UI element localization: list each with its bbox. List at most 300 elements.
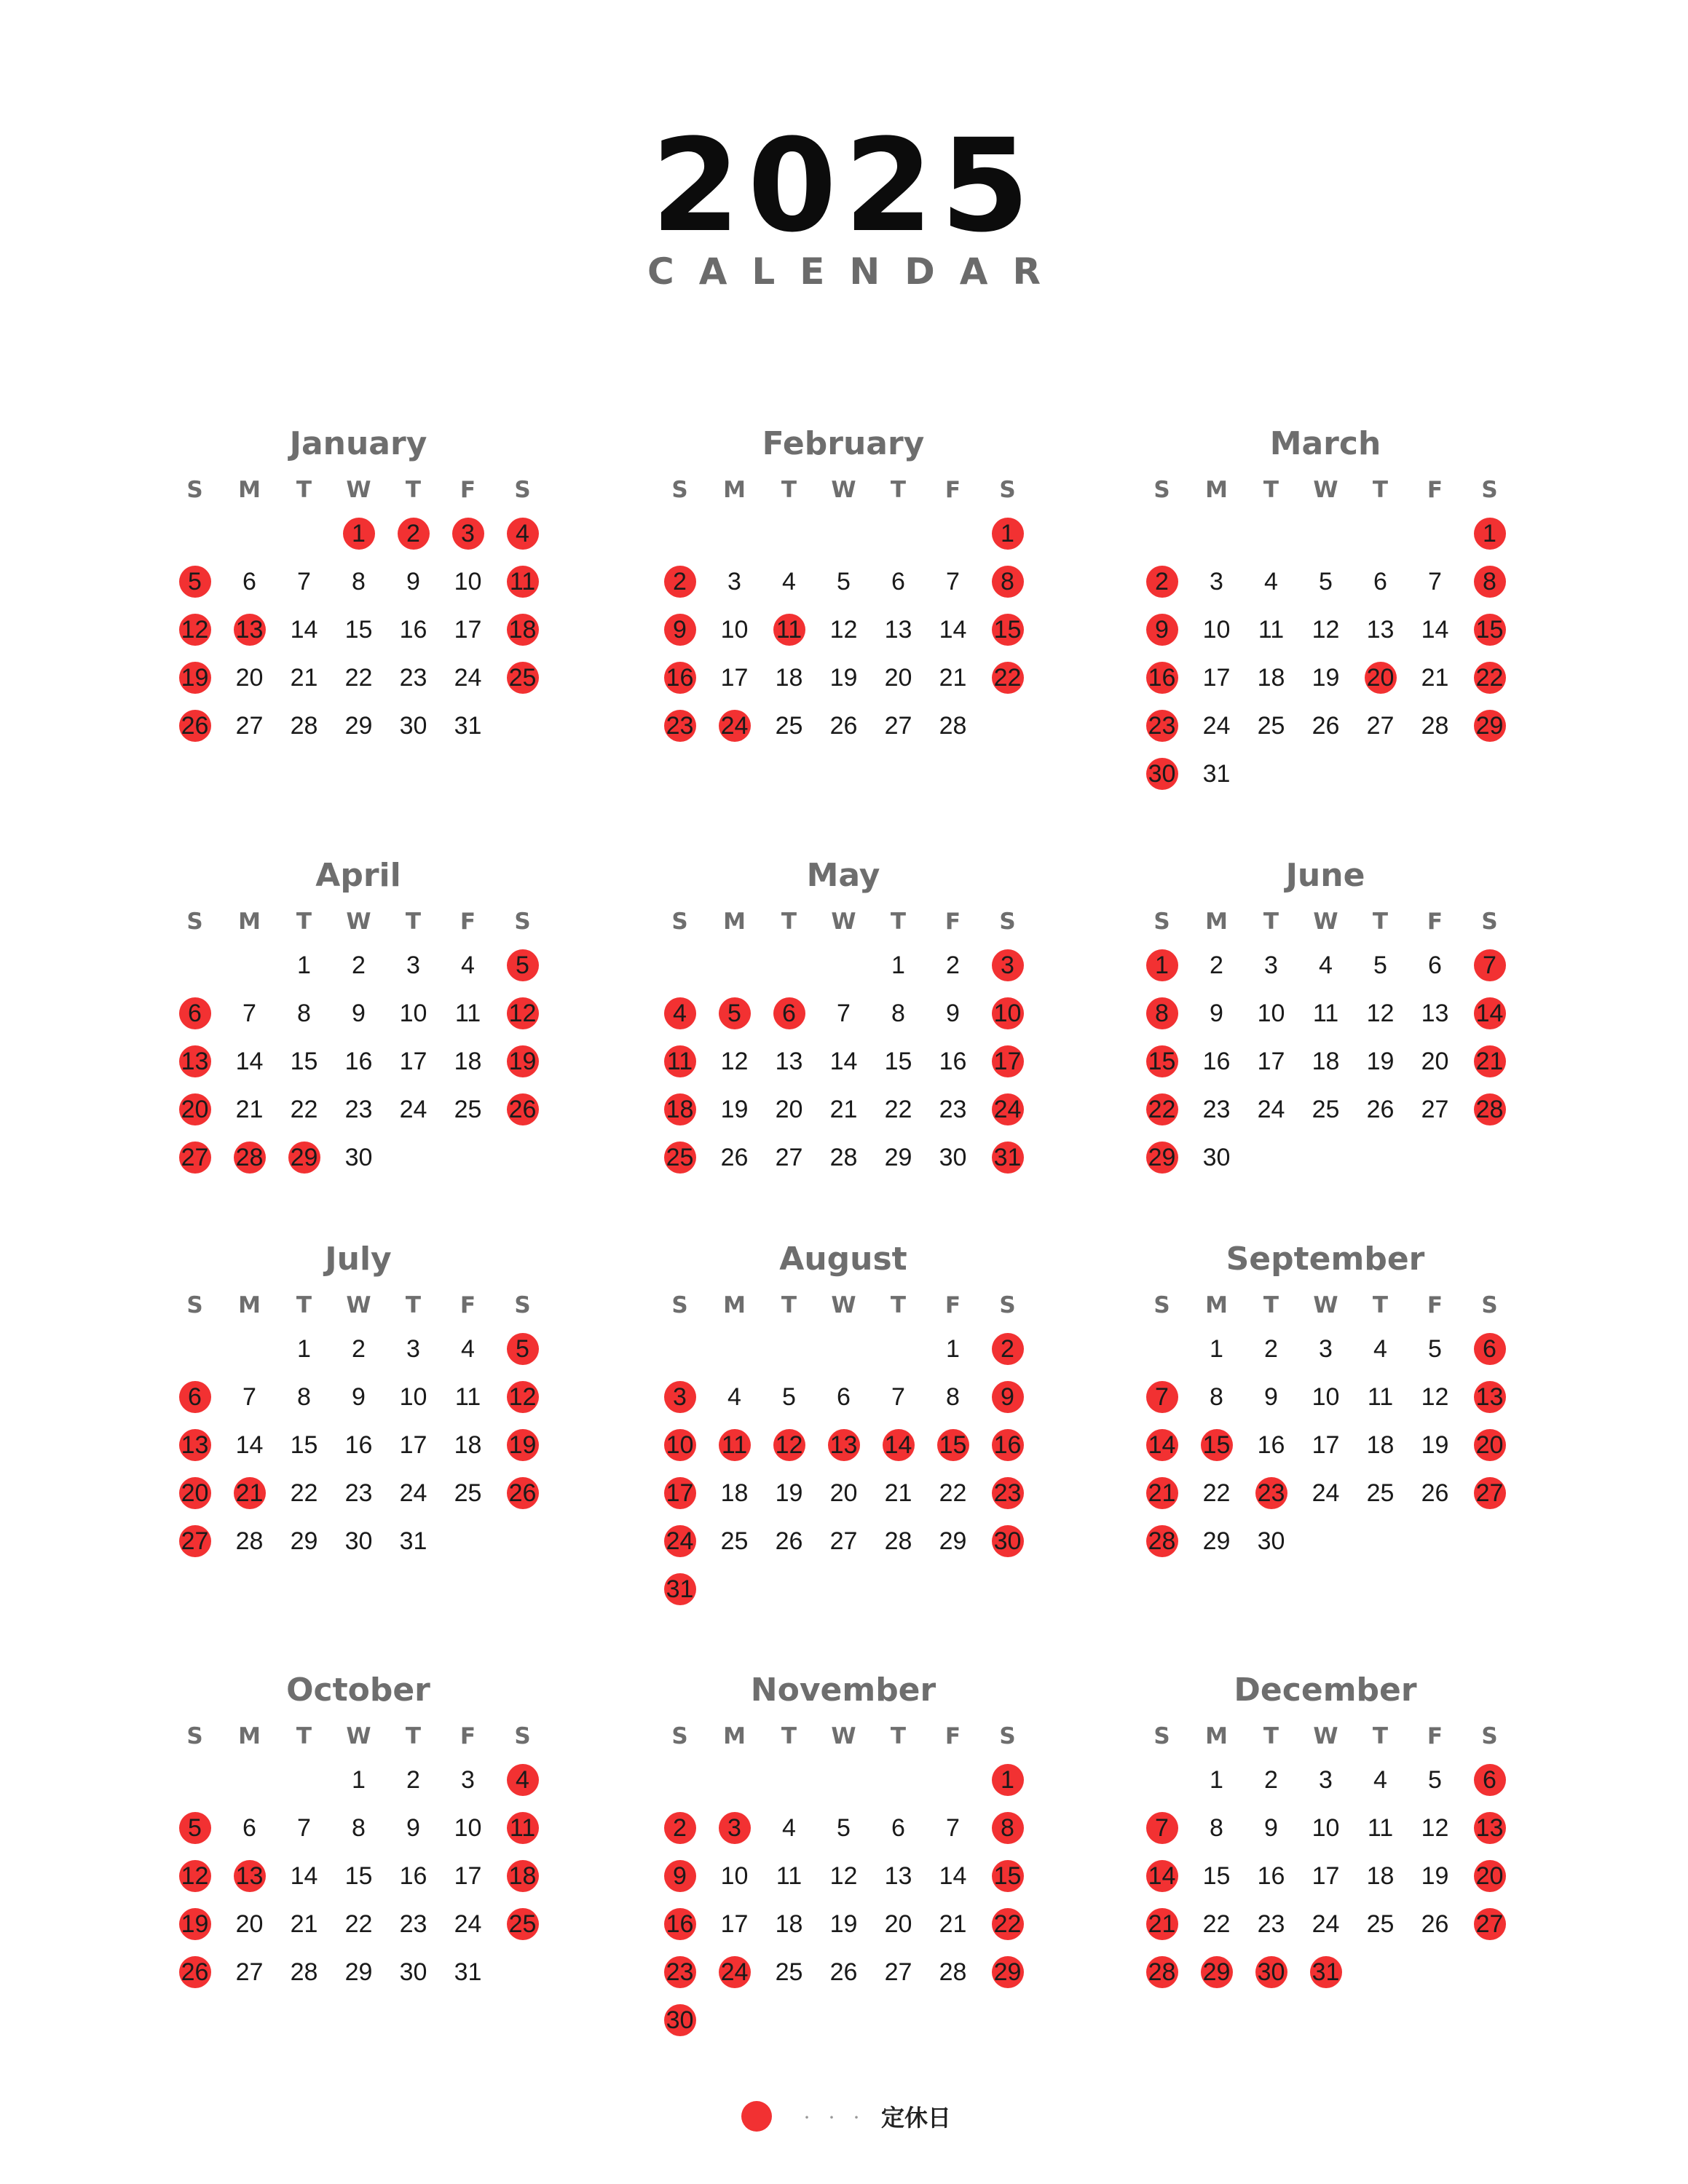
month-september [1136, 1238, 1515, 1565]
weekday-header: M [1205, 1723, 1228, 1749]
weekday-header: T [1263, 1292, 1279, 1318]
empty-cell [816, 941, 871, 989]
holiday-day-number: 27 [179, 1142, 211, 1174]
empty-cell [167, 1325, 222, 1373]
weekday-header: M [1205, 477, 1228, 503]
day-cell [1353, 1900, 1408, 1948]
holiday-day-number: 20 [179, 1093, 211, 1125]
holiday-day-number: 18 [664, 1093, 696, 1125]
day-number: 18 [454, 1431, 482, 1459]
day-cell [1298, 1325, 1353, 1373]
day-cell [980, 654, 1035, 702]
day-cell [1244, 654, 1298, 702]
day-number: 30 [939, 1143, 967, 1171]
day-number: 15 [1202, 1861, 1231, 1890]
day-number: 4 [782, 1813, 796, 1842]
day-cell [441, 1469, 495, 1517]
legend-dots: ・・・ [800, 2110, 874, 2126]
holiday-day-number: 6 [1474, 1333, 1506, 1365]
holiday-day-number: 26 [179, 1956, 211, 1988]
day-number: 15 [344, 615, 373, 644]
day-cell [441, 1037, 495, 1085]
day-cell [1408, 989, 1462, 1037]
day-number: 23 [344, 1479, 373, 1507]
day-number: 10 [399, 1382, 427, 1411]
month-grid [652, 1281, 1035, 1613]
day-cell [222, 558, 277, 606]
day-cell [1353, 1373, 1408, 1421]
holiday-day-number: 29 [992, 1956, 1024, 1988]
day-cell [1244, 1756, 1298, 1804]
day-number: 27 [775, 1143, 803, 1171]
day-number: 6 [837, 1382, 851, 1411]
day-cell [222, 1373, 277, 1421]
empty-cell [707, 1325, 762, 1373]
day-cell [386, 1852, 441, 1900]
holiday-day-number: 3 [719, 1812, 751, 1844]
day-number: 5 [782, 1382, 796, 1411]
empty-cell [871, 510, 926, 558]
day-number: 12 [1421, 1813, 1449, 1842]
day-cell [441, 510, 495, 558]
day-number: 25 [720, 1527, 749, 1555]
day-number: 7 [1428, 567, 1442, 596]
holiday-day-number: 11 [773, 614, 805, 646]
day-cell [1298, 1037, 1353, 1085]
day-cell [926, 1517, 980, 1565]
holiday-day-number: 7 [1146, 1812, 1178, 1844]
day-number: 23 [344, 1095, 373, 1123]
day-cell [1462, 702, 1517, 750]
day-cell [495, 510, 550, 558]
day-number: 16 [344, 1047, 373, 1075]
day-cell [1462, 1037, 1517, 1085]
day-cell [980, 1804, 1035, 1852]
day-cell [331, 1900, 386, 1948]
day-number: 30 [1202, 1143, 1231, 1171]
holiday-day-number: 10 [992, 997, 1024, 1029]
day-number: 20 [235, 663, 264, 692]
day-number: 28 [1421, 711, 1449, 740]
day-cell [707, 1373, 762, 1421]
day-cell [762, 1852, 816, 1900]
weekday-header: S [1481, 909, 1498, 935]
day-number: 23 [1257, 1910, 1285, 1938]
day-cell [871, 1948, 926, 1996]
holiday-day-number: 28 [1146, 1956, 1178, 1988]
day-number: 20 [884, 663, 912, 692]
weekday-header: W [1313, 1292, 1338, 1318]
weekday-header: S [999, 1292, 1016, 1318]
holiday-day-number: 24 [992, 1093, 1024, 1125]
day-cell [167, 654, 222, 702]
holiday-day-number: 29 [288, 1142, 320, 1174]
day-cell [1462, 1804, 1517, 1852]
day-cell [222, 1085, 277, 1133]
day-cell [652, 1421, 707, 1469]
day-cell [386, 989, 441, 1037]
day-cell [816, 1085, 871, 1133]
day-cell [816, 1469, 871, 1517]
day-cell [277, 1133, 331, 1182]
weekday-header: S [514, 1292, 531, 1318]
day-number: 10 [399, 999, 427, 1027]
day-number: 6 [891, 567, 905, 596]
empty-cell [222, 1325, 277, 1373]
day-number: 2 [352, 951, 366, 979]
holiday-day-number: 18 [507, 1860, 539, 1892]
holiday-day-number: 23 [1255, 1477, 1287, 1509]
holiday-day-number: 21 [1474, 1045, 1506, 1077]
empty-cell [222, 510, 277, 558]
holiday-day-number: 26 [179, 710, 211, 742]
holiday-day-number: 15 [1201, 1429, 1233, 1461]
holiday-day-number: 2 [1146, 566, 1178, 598]
day-number: 18 [720, 1479, 749, 1507]
holiday-day-number: 16 [664, 662, 696, 694]
day-cell [1189, 654, 1244, 702]
day-number: 1 [352, 1765, 366, 1794]
day-cell [1462, 1756, 1517, 1804]
day-cell [277, 1037, 331, 1085]
day-cell [871, 1517, 926, 1565]
day-cell [980, 1325, 1035, 1373]
day-number: 19 [1366, 1047, 1395, 1075]
day-cell [871, 558, 926, 606]
day-cell [926, 1421, 980, 1469]
holiday-day-number: 15 [937, 1429, 969, 1461]
day-cell [707, 1085, 762, 1133]
month-grid [167, 466, 550, 750]
weekday-header: T [296, 909, 312, 935]
holiday-day-number: 13 [1474, 1381, 1506, 1413]
day-cell [762, 1421, 816, 1469]
day-number: 10 [454, 1813, 482, 1842]
day-number: 6 [891, 1813, 905, 1842]
day-cell [441, 1756, 495, 1804]
day-cell [871, 654, 926, 702]
day-number: 7 [946, 567, 960, 596]
day-cell [1353, 1037, 1408, 1085]
day-cell [167, 606, 222, 654]
day-number: 26 [720, 1143, 749, 1171]
holiday-day-number: 11 [719, 1429, 751, 1461]
weekday-header: F [460, 1292, 476, 1318]
day-cell [441, 941, 495, 989]
day-number: 3 [1210, 567, 1223, 596]
day-number: 6 [1373, 567, 1387, 596]
day-number: 11 [776, 1861, 802, 1890]
day-cell [1298, 941, 1353, 989]
day-cell [331, 1804, 386, 1852]
weekday-header: T [405, 477, 422, 503]
month-name: August [779, 1241, 907, 1278]
day-number: 6 [1428, 951, 1442, 979]
day-number: 28 [884, 1527, 912, 1555]
day-cell [707, 606, 762, 654]
holiday-day-number: 7 [1474, 949, 1506, 981]
day-number: 13 [1421, 999, 1449, 1027]
holiday-day-number: 15 [1474, 614, 1506, 646]
day-cell [222, 989, 277, 1037]
weekday-header: W [346, 1723, 371, 1749]
day-number: 23 [1202, 1095, 1231, 1123]
day-cell [1408, 654, 1462, 702]
empty-cell [652, 1756, 707, 1804]
day-cell [652, 1517, 707, 1565]
holiday-day-number: 20 [1474, 1860, 1506, 1892]
day-number: 26 [775, 1527, 803, 1555]
day-cell [1189, 1325, 1244, 1373]
day-cell [1298, 1756, 1353, 1804]
weekday-header: S [186, 1723, 203, 1749]
day-cell [1298, 1085, 1353, 1133]
weekday-header: T [296, 1292, 312, 1318]
day-number: 14 [939, 1861, 967, 1890]
day-cell [441, 989, 495, 1037]
day-cell [1135, 941, 1189, 989]
day-number: 19 [829, 1910, 858, 1938]
day-cell [441, 1948, 495, 1996]
empty-cell [652, 1325, 707, 1373]
weekday-header: F [460, 477, 476, 503]
day-cell [980, 1085, 1035, 1133]
day-cell [707, 1037, 762, 1085]
day-cell [331, 1756, 386, 1804]
holiday-day-number: 8 [992, 1812, 1024, 1844]
weekday-header: M [238, 477, 261, 503]
holiday-day-number: 8 [1474, 566, 1506, 598]
day-cell [1298, 1948, 1353, 1996]
day-number: 7 [891, 1382, 905, 1411]
day-cell [652, 1948, 707, 1996]
day-cell [1244, 1469, 1298, 1517]
weekday-header: T [1372, 1723, 1389, 1749]
day-number: 9 [1264, 1813, 1278, 1842]
holiday-day-number: 30 [664, 2004, 696, 2036]
day-cell [871, 1421, 926, 1469]
day-cell [1408, 1373, 1462, 1421]
month-january [169, 422, 548, 750]
holiday-day-number: 21 [1146, 1477, 1178, 1509]
day-number: 15 [884, 1047, 912, 1075]
day-cell [331, 558, 386, 606]
legend [741, 2100, 951, 2133]
day-cell [762, 702, 816, 750]
day-number: 17 [720, 663, 749, 692]
day-cell [495, 1421, 550, 1469]
holiday-day-number: 14 [1474, 997, 1506, 1029]
weekday-header: T [296, 477, 312, 503]
day-number: 31 [399, 1527, 427, 1555]
weekday-header: S [186, 1292, 203, 1318]
day-number: 30 [344, 1527, 373, 1555]
holiday-day-number: 5 [179, 566, 211, 598]
holiday-day-number: 5 [179, 1812, 211, 1844]
month-grid [167, 898, 550, 1182]
day-cell [441, 1421, 495, 1469]
day-cell [1135, 606, 1189, 654]
day-number: 26 [829, 1958, 858, 1986]
day-cell [871, 1133, 926, 1182]
day-number: 1 [946, 1334, 960, 1363]
month-october [169, 1669, 548, 1996]
holiday-day-number: 26 [507, 1477, 539, 1509]
day-number: 12 [720, 1047, 749, 1075]
day-number: 6 [242, 567, 256, 596]
day-cell [1408, 1852, 1462, 1900]
day-number: 5 [837, 1813, 851, 1842]
day-cell [1462, 1469, 1517, 1517]
day-cell [1244, 1085, 1298, 1133]
day-number: 14 [829, 1047, 858, 1075]
day-cell [1298, 1469, 1353, 1517]
day-number: 17 [399, 1431, 427, 1459]
day-cell [652, 606, 707, 654]
day-number: 26 [1421, 1910, 1449, 1938]
day-number: 15 [290, 1431, 318, 1459]
empty-cell [762, 941, 816, 989]
day-cell [652, 1852, 707, 1900]
day-cell [707, 654, 762, 702]
day-cell [926, 1133, 980, 1182]
day-cell [1244, 606, 1298, 654]
holiday-day-number: 19 [179, 662, 211, 694]
day-number: 31 [454, 711, 482, 740]
day-cell [1135, 1421, 1189, 1469]
holiday-day-number: 11 [507, 1812, 539, 1844]
day-number: 2 [1264, 1334, 1278, 1363]
holiday-marker-icon [741, 2101, 772, 2132]
month-name: July [325, 1241, 392, 1278]
holiday-day-number: 15 [992, 614, 1024, 646]
day-cell [1462, 1085, 1517, 1133]
day-cell [1408, 941, 1462, 989]
day-cell [1189, 558, 1244, 606]
holiday-day-number: 25 [507, 662, 539, 694]
day-cell [762, 654, 816, 702]
day-cell [331, 1469, 386, 1517]
day-cell [816, 1037, 871, 1085]
day-cell [495, 1756, 550, 1804]
day-number: 27 [1366, 711, 1395, 740]
day-number: 22 [344, 1910, 373, 1938]
day-number: 14 [290, 1861, 318, 1890]
day-cell [222, 1517, 277, 1565]
day-cell [1353, 654, 1408, 702]
day-cell [926, 1037, 980, 1085]
holiday-day-number: 22 [992, 662, 1024, 694]
holiday-day-number: 12 [507, 997, 539, 1029]
day-cell [926, 702, 980, 750]
day-cell [386, 510, 441, 558]
holiday-day-number: 12 [179, 1860, 211, 1892]
day-cell [1408, 1085, 1462, 1133]
day-number: 29 [344, 711, 373, 740]
day-number: 15 [344, 1861, 373, 1890]
day-number: 4 [461, 1334, 475, 1363]
holiday-day-number: 31 [992, 1142, 1024, 1174]
holiday-day-number: 12 [507, 1381, 539, 1413]
day-cell [926, 1469, 980, 1517]
holiday-day-number: 28 [1474, 1093, 1506, 1125]
day-cell [495, 606, 550, 654]
day-number: 18 [775, 663, 803, 692]
day-cell [1189, 1373, 1244, 1421]
weekday-header: S [671, 909, 688, 935]
day-number: 24 [1202, 711, 1231, 740]
month-grid [167, 1712, 550, 1996]
day-number: 28 [939, 711, 967, 740]
day-cell [1244, 1900, 1298, 1948]
day-cell [871, 1085, 926, 1133]
day-cell [980, 1756, 1035, 1804]
day-cell [222, 654, 277, 702]
day-number: 9 [406, 567, 420, 596]
day-cell [980, 1133, 1035, 1182]
month-grid [1135, 1281, 1517, 1565]
day-number: 5 [1428, 1765, 1442, 1794]
day-number: 25 [775, 711, 803, 740]
weekday-header: S [514, 1723, 531, 1749]
weekday-header: W [831, 1292, 856, 1318]
month-grid [1135, 1712, 1517, 1996]
weekday-header: T [781, 477, 797, 503]
day-number: 7 [837, 999, 851, 1027]
day-cell [980, 606, 1035, 654]
day-cell [1298, 558, 1353, 606]
day-number: 21 [290, 663, 318, 692]
empty-cell [762, 1325, 816, 1373]
day-number: 27 [1421, 1095, 1449, 1123]
day-number: 28 [290, 1958, 318, 1986]
holiday-day-number: 3 [664, 1381, 696, 1413]
month-grid [652, 1712, 1035, 2044]
weekday-header: W [346, 909, 371, 935]
day-cell [1353, 606, 1408, 654]
day-cell [1244, 702, 1298, 750]
month-june [1136, 854, 1515, 1182]
holiday-day-number: 6 [179, 1381, 211, 1413]
day-cell [1298, 1900, 1353, 1948]
holiday-day-number: 20 [1365, 662, 1397, 694]
day-number: 13 [775, 1047, 803, 1075]
weekday-header: T [1263, 477, 1279, 503]
holiday-day-number: 23 [992, 1477, 1024, 1509]
holiday-day-number: 27 [1474, 1477, 1506, 1509]
holiday-day-number: 24 [664, 1525, 696, 1557]
day-number: 25 [454, 1095, 482, 1123]
day-number: 16 [1202, 1047, 1231, 1075]
calendar-subtitle: CALENDAR [647, 250, 1065, 293]
holiday-day-number: 24 [719, 1956, 751, 1988]
day-number: 18 [1366, 1861, 1395, 1890]
day-number: 7 [946, 1813, 960, 1842]
weekday-header: T [1372, 909, 1389, 935]
month-name: November [750, 1671, 936, 1709]
day-cell [1353, 941, 1408, 989]
day-number: 14 [290, 615, 318, 644]
day-cell [331, 1852, 386, 1900]
holiday-day-number: 27 [1474, 1908, 1506, 1940]
day-number: 30 [1257, 1527, 1285, 1555]
weekday-header: W [346, 1292, 371, 1318]
day-number: 24 [454, 1910, 482, 1938]
weekday-header: M [238, 1723, 261, 1749]
day-cell [926, 1085, 980, 1133]
day-number: 8 [891, 999, 905, 1027]
weekday-header: M [1205, 909, 1228, 935]
